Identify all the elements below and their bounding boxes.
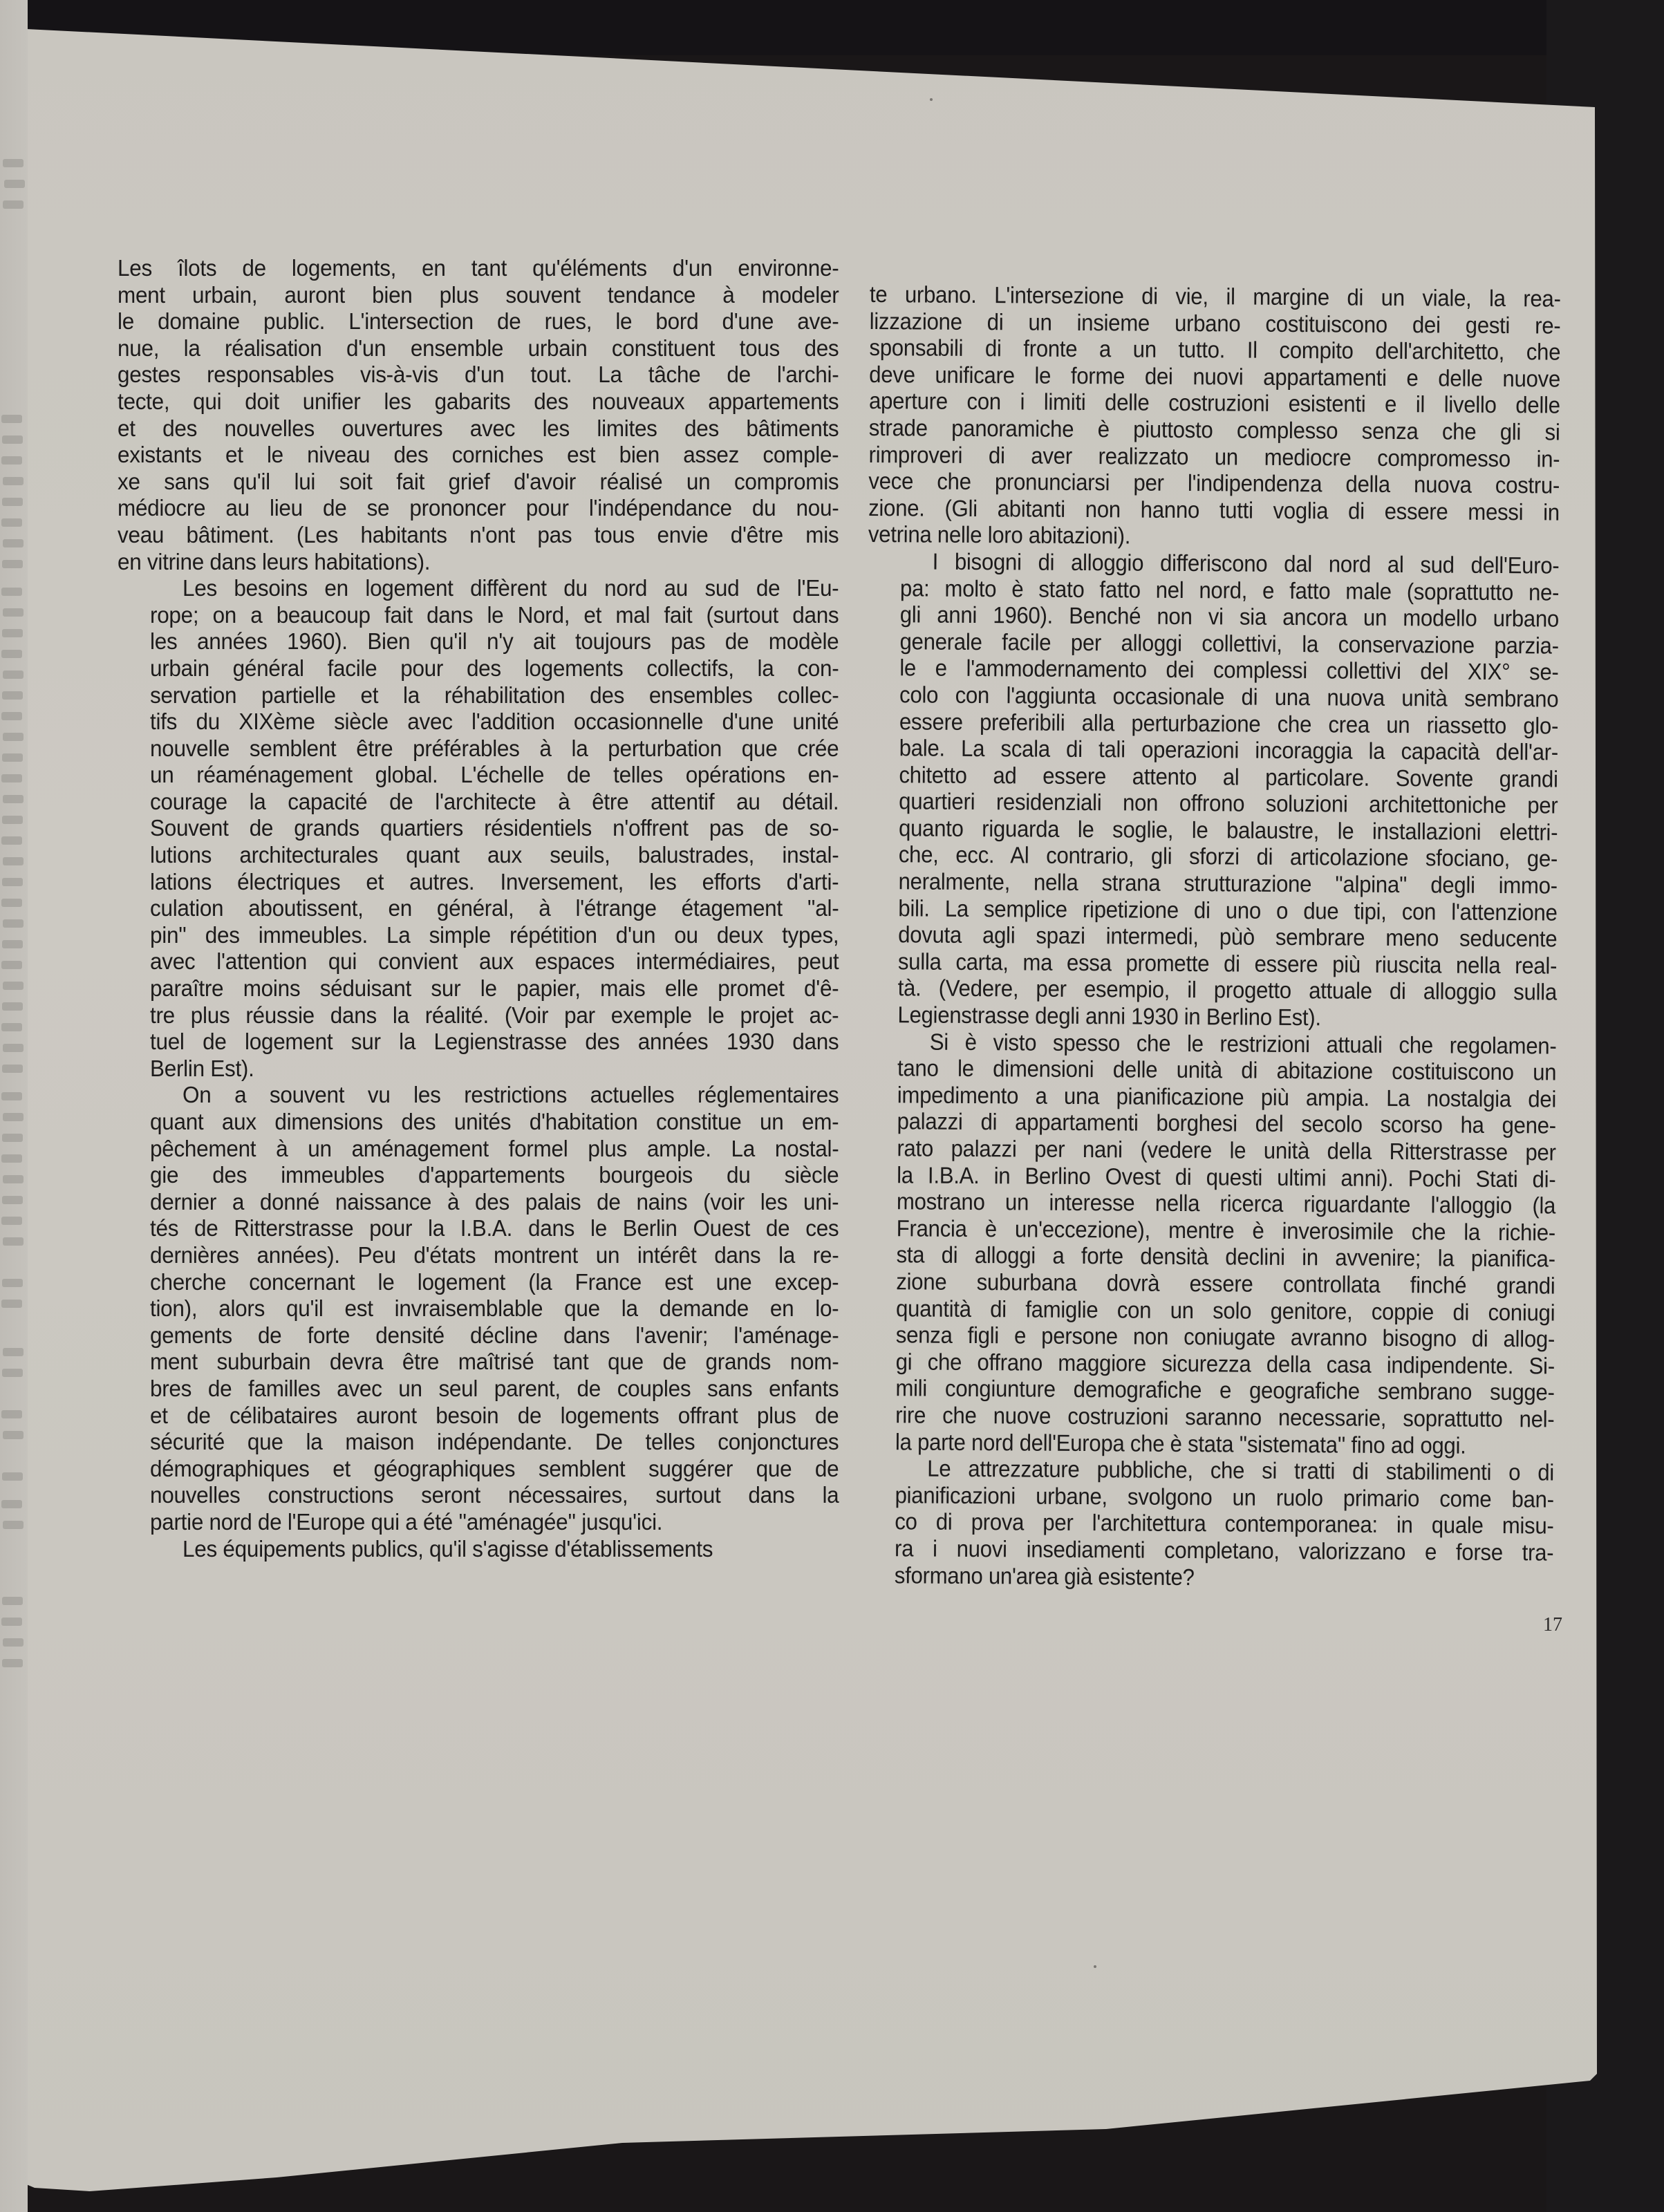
ghost-text-line (1, 1023, 22, 1031)
ghost-text-line (3, 1237, 24, 1246)
text-line: pianificazioni urbane, svolgono un ruolo primario come ban- (895, 1482, 1554, 1513)
ghost-text-line (2, 691, 23, 700)
ghost-text-line (3, 539, 24, 547)
text-line: courage la capacité de l'architecte à être attentif au détail. (150, 789, 839, 815)
text-line: avec l'attention qui convient aux espaces intermédiaires, peut (150, 949, 839, 975)
text-line: bres de familles avec un seul parent, de couples sans enfants (150, 1376, 839, 1402)
text-line: te urbano. L'intersezione di vie, il margine di un viale, la rea- (869, 282, 1561, 312)
text-line: vetrina nelle loro abitazioni). (868, 522, 1131, 550)
text-line: sulla carta, ma essa promette di essere più riuscita nella real- (897, 949, 1558, 980)
text-line: I bisogni di alloggio differiscono dal nord al sud dell'Euro- (932, 549, 1560, 579)
text-line: culation aboutissent, en général, à l'étrange étagement ''al- (150, 896, 839, 922)
paragraph (863, 1029, 1556, 1461)
ghost-text-line (2, 1065, 23, 1073)
ghost-text-line (2, 629, 23, 637)
text-line: lations électriques et autres. Inversement, les efforts d'arti- (150, 869, 839, 895)
text-line: et de célibataires auront besoin de logements offrant plus de (150, 1403, 839, 1429)
ghost-text-line (1, 1300, 22, 1308)
text-line: quanto riguarda le soglie, le balaustre, le installazioni elettri- (898, 816, 1558, 846)
ghost-text-line (2, 940, 23, 948)
italian-column (862, 282, 1560, 1594)
text-line: ra i nuovi insediamenti completano, valorizzano e forse tra- (894, 1536, 1554, 1566)
text-line: Berlin Est). (150, 1056, 254, 1082)
ghost-text-line (1, 961, 22, 969)
text-line: lizzazione di un insieme urbano costituiscono dei gesti re- (869, 308, 1561, 339)
text-line: gi che offrano maggiore sicurezza della casa indipendente. Si- (895, 1349, 1555, 1380)
text-line: sta di alloggi a forte densità declini in avvenire; la pianifica- (896, 1242, 1555, 1273)
ghost-text-line (2, 1472, 23, 1481)
text-line: dovuta agli spazi intermedi, pùò sembrare meno seducente (898, 922, 1558, 953)
text-line: rire che nuove costruzioni saranno necessarie, soprattutto nel- (895, 1403, 1555, 1433)
text-line: Francia è un'eccezione), mentre è inverosimile che la richie- (896, 1216, 1556, 1246)
text-line: che, ecc. Al contrario, gli sforzi di articolazione sfociano, ge- (898, 842, 1558, 873)
text-line: bale. La scala di tali operazioni incoraggia la capacità dell'ar- (899, 735, 1559, 766)
ghost-text-line (3, 1521, 24, 1529)
ghost-text-line (3, 608, 24, 617)
ghost-text-line (1, 1500, 22, 1508)
text-line: aperture con i limiti delle costruzioni esistenti e il livello delle (868, 388, 1560, 419)
text-line: Les besoins en logement diffèrent du nord au sud de l'Eu- (183, 576, 839, 602)
ghost-text-line (2, 435, 23, 444)
text-line: ment urbain, auront bien plus souvent tendance à modeler (118, 282, 839, 308)
ghost-text-line (2, 1279, 23, 1287)
ghost-text-line (3, 1638, 24, 1647)
text-line: tre plus réussie dans la réalité. (Voir par exemple le projet ac- (150, 1002, 839, 1029)
text-line: paraître moins séduisant sur le papier, mais elle promet d'ê- (150, 976, 839, 1002)
ghost-text-line (3, 159, 24, 167)
text-line: strade panoramiche è piuttosto complesso senza che gli si (868, 415, 1560, 446)
ghost-text-line (1, 1410, 22, 1418)
text-line: ment suburbain devra être maîtrisé tant que de grands nom- (150, 1349, 839, 1376)
text-line: bili. La semplice ripetizione di uno o due tipi, con l'attenzione (898, 895, 1558, 926)
text-line: la I.B.A. in Berlino Ovest di questi ultimi anni). Pochi Stati di- (897, 1162, 1556, 1193)
ghost-text-line (2, 1196, 23, 1204)
paragraph (862, 1456, 1554, 1594)
text-line: vece che pronunciarsi per l'indipendenza della nuova costru- (868, 469, 1560, 499)
text-line: tano le dimensioni delle unità di abitazione costituiscono un (897, 1056, 1557, 1086)
text-line: tà. (Vedere, per esempio, il progetto attuale di alloggio sulla (897, 975, 1558, 1006)
text-line: le e l'ammodernamento dei complessi collettivi del XIX° se- (899, 655, 1559, 686)
text-line: Si è visto spesso che le restrizioni attuali che regolamen- (929, 1029, 1557, 1060)
ghost-text-line (1, 774, 22, 782)
ghost-text-line (3, 1431, 24, 1439)
text-line: neralmente, nella strana strutturazione ''alpina'' degli immo- (898, 869, 1558, 899)
text-line: sformano un'area già esistente? (894, 1562, 1195, 1591)
text-line: pêchement à un aménagement formel plus ample. La nostal- (150, 1136, 839, 1162)
text-line: en vitrine dans leurs habitations). (118, 549, 431, 575)
paragraph (118, 576, 839, 1082)
ghost-text-line (1, 899, 22, 907)
text-line: colo con l'aggiunta occasionale di una nuova unità sembrano (899, 682, 1559, 713)
french-column (118, 256, 839, 1563)
ghost-text-line (2, 1659, 23, 1667)
text-line: rope; on a beaucoup fait dans le Nord, et mal fait (surtout dans (150, 602, 839, 628)
text-line: gements de forte densité décline dans l'avenir; l'aménage- (150, 1322, 839, 1349)
text-line: zione. (Gli abitanti non hanno tutti voglia di essere messi in (868, 495, 1560, 526)
ghost-text-line (3, 919, 24, 928)
text-line: pa: molto è stato fatto nel nord, e fatto male (soprattutto ne- (899, 575, 1560, 606)
text-line: la parte nord dell'Europa che è stata ''sistemata'' fino ad oggi. (895, 1429, 1466, 1459)
text-line: partie nord de l'Europe qui a été ''aménagée'' jusqu'ici. (150, 1509, 663, 1535)
ghost-text-line (1, 1154, 22, 1163)
text-line: les années 1960). Bien qu'il n'y ait toujours pas de modèle (150, 629, 839, 655)
text-line: le domaine public. L'intersection de rues, le bord d'une ave- (118, 309, 839, 335)
ghost-text-line (3, 1113, 24, 1121)
text-line: sécurité que la maison indépendante. De telles conjonctures (150, 1430, 839, 1456)
text-line: Les îlots de logements, en tant qu'éléments d'un environne- (118, 256, 839, 281)
text-line: tuel de logement sur la Legienstrasse des années 1930 dans (150, 1029, 839, 1056)
ghost-text-line (1, 1092, 22, 1100)
ghost-text-line (4, 180, 25, 188)
paragraph (868, 282, 1561, 553)
text-line: impedimento a una pianificazione più ampia. La nostalgia dei (897, 1082, 1557, 1113)
ghost-text-line (1, 1618, 22, 1626)
ghost-text-line (2, 1134, 23, 1142)
text-line: palazzi di appartamenti borghesi del secolo scorso ha gene- (897, 1109, 1556, 1139)
text-line: urbain général facile pour des logements collectifs, la con- (150, 655, 839, 682)
ghost-text-line (2, 498, 23, 506)
ghost-text-line (1, 518, 22, 527)
text-line: tifs du XIXème siècle avec l'addition occasionnelle d'une unité (150, 709, 839, 735)
ghost-text-line (3, 1175, 24, 1183)
text-line: nouvelles constructions seront nécessaires, surtout dans la (150, 1483, 839, 1509)
text-line: Le attrezzature pubbliche, che si tratti di stabilimenti o di (927, 1456, 1555, 1486)
ghost-text-line (3, 1044, 24, 1052)
ghost-text-line (3, 200, 24, 209)
text-line: tion), alors qu'il est invraisemblable que la demande en lo- (150, 1296, 839, 1322)
ghost-text-line (1, 456, 22, 465)
ghost-text-line (2, 878, 23, 886)
text-line: gli anni 1960). Benché non vi sia ancora un modello urbano (899, 602, 1560, 632)
text-line: essere preferibili alla perturbazione che crea un riassetto glo- (899, 709, 1559, 740)
ghost-text-line (3, 733, 24, 741)
text-line: démographiques et géographiques semblent suggérer que de (150, 1456, 839, 1482)
ghost-text-line (1, 650, 22, 658)
text-line: senza figli e persone non coniugate avranno bisogno di allog- (895, 1322, 1555, 1353)
previous-page-edge (0, 0, 28, 2212)
text-line: On a souvent vu les restrictions actuelles réglementaires (183, 1082, 839, 1109)
text-line: un réaménagement global. L'échelle de telles opérations en- (150, 762, 839, 789)
text-line: et des nouvelles ouvertures avec les limites des bâtiments (118, 415, 839, 442)
ghost-text-line (2, 560, 23, 568)
paragraph (118, 256, 839, 576)
ghost-text-line (2, 1369, 23, 1377)
ghost-text-line (2, 1002, 23, 1011)
text-line: veau bâtiment. (Les habitants n'ont pas tous envie d'être mis (118, 522, 839, 548)
text-line: sponsabili di fronte a un tutto. Il compito dell'architetto, che (869, 335, 1561, 366)
ghost-text-line (1, 712, 22, 720)
text-line: quantità di famiglie con un solo genitore, coppie di coniugi (895, 1295, 1555, 1327)
text-line: pin'' des immeubles. La simple répétition d'un ou deux types, (150, 922, 839, 948)
text-line: deve unificare le forme dei nuovi appartamenti e delle nuove (869, 362, 1561, 393)
ghost-text-line (3, 857, 24, 865)
text-line: mostrano un interesse nella ricerca riguardante l'alloggio (la (896, 1189, 1556, 1219)
ghost-text-line (3, 982, 24, 990)
ghost-text-line (1, 588, 22, 596)
ghost-text-line (3, 477, 24, 485)
ghost-text-line (1, 1217, 22, 1225)
text-line: dernières années). Peu d'états montrent un intérêt dans la re- (150, 1242, 839, 1268)
text-line: quartieri residenziali non offrono soluzioni architettoniche per (899, 789, 1558, 819)
text-line: zione suburbana dovrà essere controllata finché grandi (896, 1269, 1555, 1300)
text-line: gie des immeubles d'appartements bourgeois du siècle (150, 1163, 839, 1189)
page-number: 17 (1543, 1614, 1562, 1635)
text-line: xe sans qu'il lui soit fait grief d'avoir réalisé un compromis (118, 469, 839, 495)
text-line: existants et le niveau des corniches est bien assez comple- (118, 442, 839, 469)
text-line: Les équipements publics, qu'il s'agisse d'établissements (183, 1536, 713, 1562)
text-line: tecte, qui doit unifier les gabarits des nouveaux appartements (118, 388, 839, 415)
paragraph (866, 549, 1560, 1033)
paper-speck (1094, 1965, 1096, 1968)
text-line: generale facile per alloggi collettivi, la conservazione parzia- (899, 629, 1559, 659)
ghost-text-line (2, 753, 23, 762)
ghost-text-line (2, 816, 23, 824)
text-line: dernier a donné naissance à des palais de nains (voir les uni- (150, 1189, 839, 1215)
text-line: tés de Ritterstrasse pour la I.B.A. dans le Berlin Ouest de ces (150, 1216, 839, 1242)
text-line: gestes responsables vis-à-vis d'un tout. La tâche de l'archi- (118, 362, 839, 388)
previous-page-bleed-text (0, 0, 26, 2212)
text-line: lutions architecturales quant aux seuils, balustrades, instal- (150, 843, 839, 869)
text-line: nouvelle semblent être préférables à la perturbation que crée (150, 735, 839, 762)
text-line: co di prova per l'architettura contemporanea: in quale misu- (895, 1509, 1554, 1539)
text-line: Legienstrasse degli anni 1930 in Berlino Est). (897, 1002, 1321, 1031)
ghost-text-line (1, 415, 22, 423)
ghost-text-line (3, 795, 24, 803)
ghost-text-line (1, 836, 22, 845)
text-line: nue, la réalisation d'un ensemble urbain constituent tous des (118, 335, 839, 362)
text-line: cherche concernant le logement (la France est une excep- (150, 1269, 839, 1295)
text-line: rimproveri di aver realizzato un mediocre compromesso in- (868, 442, 1560, 473)
paragraph (118, 1082, 839, 1536)
paper-speck (930, 98, 933, 101)
ghost-text-line (3, 671, 24, 679)
text-line: chitetto ad essere attento al particolare. Sovente grandi (899, 762, 1558, 793)
text-line: quant aux dimensions des unités d'habitation constitue un em- (150, 1109, 839, 1135)
text-line: médiocre au lieu de se prononcer pour l'indépendance du nou- (118, 496, 839, 522)
paragraph (118, 1537, 839, 1564)
ghost-text-line (2, 1597, 23, 1605)
text-line: rato palazzi per nani (vedere le unità della Ritterstrasse per (897, 1136, 1556, 1166)
text-line: mili congiunture demografiche e geografiche sembrano sugge- (895, 1376, 1555, 1406)
text-line: servation partielle et la réhabilitation des ensembles collec- (150, 682, 839, 709)
ghost-text-line (3, 1348, 24, 1356)
text-line: Souvent de grands quartiers résidentiels n'offrent pas de so- (150, 816, 839, 842)
